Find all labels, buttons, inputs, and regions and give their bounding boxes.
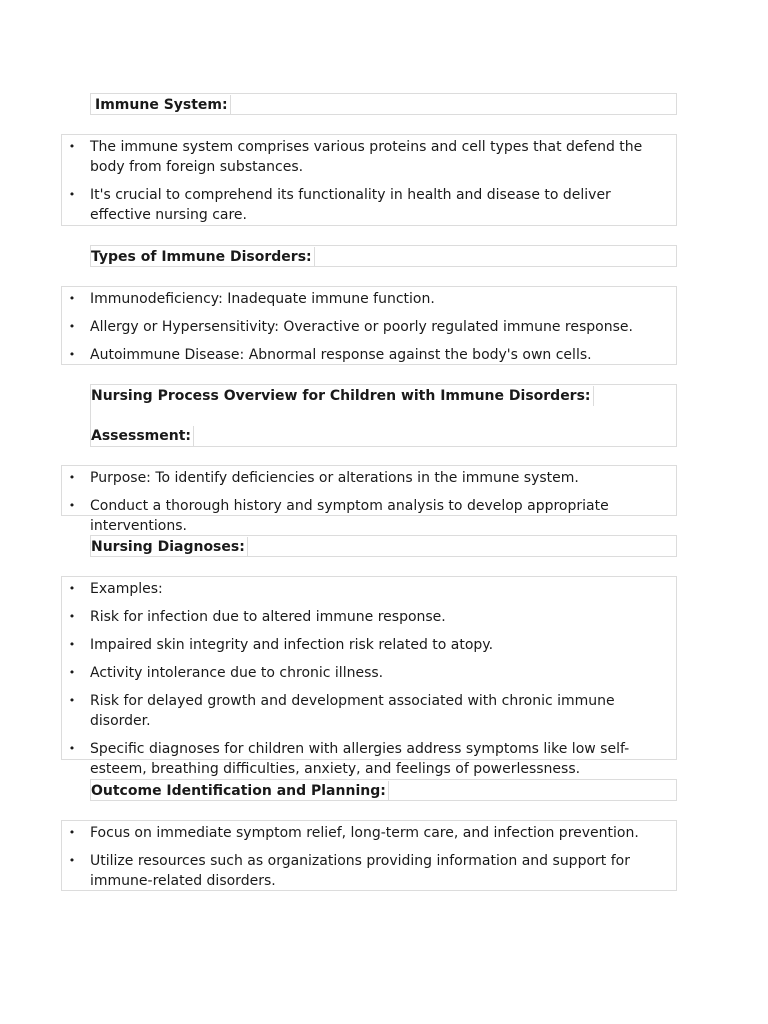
list-item-text: Impaired skin integrity and infection risk related to atopy. xyxy=(90,637,494,653)
list-item xyxy=(62,496,676,536)
list-item-text: Allergy or Hypersensitivity: Overactive or poorly regulated immune response. xyxy=(90,319,633,335)
section-heading-immune-system xyxy=(90,93,677,115)
bullet-icon: • xyxy=(68,582,76,595)
bullet-icon: • xyxy=(68,499,76,512)
list-item-text: Immunodeficiency: Inadequate immune function. xyxy=(90,291,435,307)
list-item xyxy=(62,607,676,627)
bullet-list-nursing-diagnoses xyxy=(61,576,677,777)
bullet-list-types-of-immune-disorders xyxy=(61,286,677,365)
list-item-text: Risk for infection due to altered immune response. xyxy=(90,609,446,625)
bullet-icon: • xyxy=(68,694,76,707)
section-heading-text: Nursing Process Overview for Children with Immune Disorders: xyxy=(91,386,594,406)
bullet-icon: • xyxy=(68,140,76,153)
section-heading-text: Outcome Identification and Planning: xyxy=(91,781,389,801)
section-heading-nursing-diagnoses xyxy=(90,535,677,557)
list-item xyxy=(62,468,676,488)
bullet-icon: • xyxy=(68,471,76,484)
list-item-text: The immune system comprises various proteins and cell types that defend the body from foreign substances. xyxy=(90,139,643,175)
list-item xyxy=(62,579,676,599)
list-item-text: Focus on immediate symptom relief, long-term care, and infection prevention. xyxy=(90,825,639,841)
list-item-text: Autoimmune Disease: Abnormal response against the body's own cells. xyxy=(90,347,592,363)
bullet-icon: • xyxy=(68,854,76,867)
section-subheading-assessment: Assessment: xyxy=(91,426,194,446)
bullet-icon: • xyxy=(68,320,76,333)
list-item xyxy=(62,289,676,309)
bullet-icon: • xyxy=(68,348,76,361)
section-heading-text: Nursing Diagnoses: xyxy=(91,537,248,557)
list-item-text: Examples: xyxy=(90,581,163,597)
list-item xyxy=(62,185,676,225)
bullet-list-assessment xyxy=(61,465,677,534)
list-item-text: Risk for delayed growth and development associated with chronic immune disorder. xyxy=(90,693,615,729)
list-item xyxy=(62,317,676,337)
list-item-text: Utilize resources such as organizations providing information and support for immune-related disorders. xyxy=(90,853,630,889)
bullet-icon: • xyxy=(68,666,76,679)
bullet-icon: • xyxy=(68,292,76,305)
bullet-icon: • xyxy=(68,826,76,839)
list-item xyxy=(62,851,676,891)
section-heading-text: Immune System: xyxy=(95,95,231,115)
bullet-list-immune-system xyxy=(61,134,677,226)
bullet-icon: • xyxy=(68,638,76,651)
list-item xyxy=(62,635,676,655)
list-item xyxy=(62,823,676,843)
list-item-text: Specific diagnoses for children with allergies address symptoms like low self-esteem, breathing difficulties, anxiety, and feelings of powerlessness. xyxy=(90,741,630,777)
section-heading-nursing-process-overview xyxy=(90,384,677,447)
list-item xyxy=(62,663,676,683)
list-item xyxy=(62,137,676,177)
bullet-icon: • xyxy=(68,610,76,623)
list-item-text: It's crucial to comprehend its functionality in health and disease to deliver effective nursing care. xyxy=(90,187,611,223)
list-item xyxy=(62,345,676,365)
bullet-icon: • xyxy=(68,742,76,755)
section-heading-text: Types of Immune Disorders: xyxy=(91,247,315,267)
list-item-text: Purpose: To identify deficiencies or alterations in the immune system. xyxy=(90,470,579,486)
list-item xyxy=(62,691,676,731)
section-heading-types-of-immune-disorders xyxy=(90,245,677,267)
bullet-icon: • xyxy=(68,188,76,201)
list-item-text: Activity intolerance due to chronic illness. xyxy=(90,665,384,681)
bullet-list-outcome-identification xyxy=(61,820,677,891)
list-item xyxy=(62,739,676,779)
list-item-text: Conduct a thorough history and symptom analysis to develop appropriate interventions. xyxy=(90,498,609,534)
section-heading-outcome-identification xyxy=(90,779,677,801)
